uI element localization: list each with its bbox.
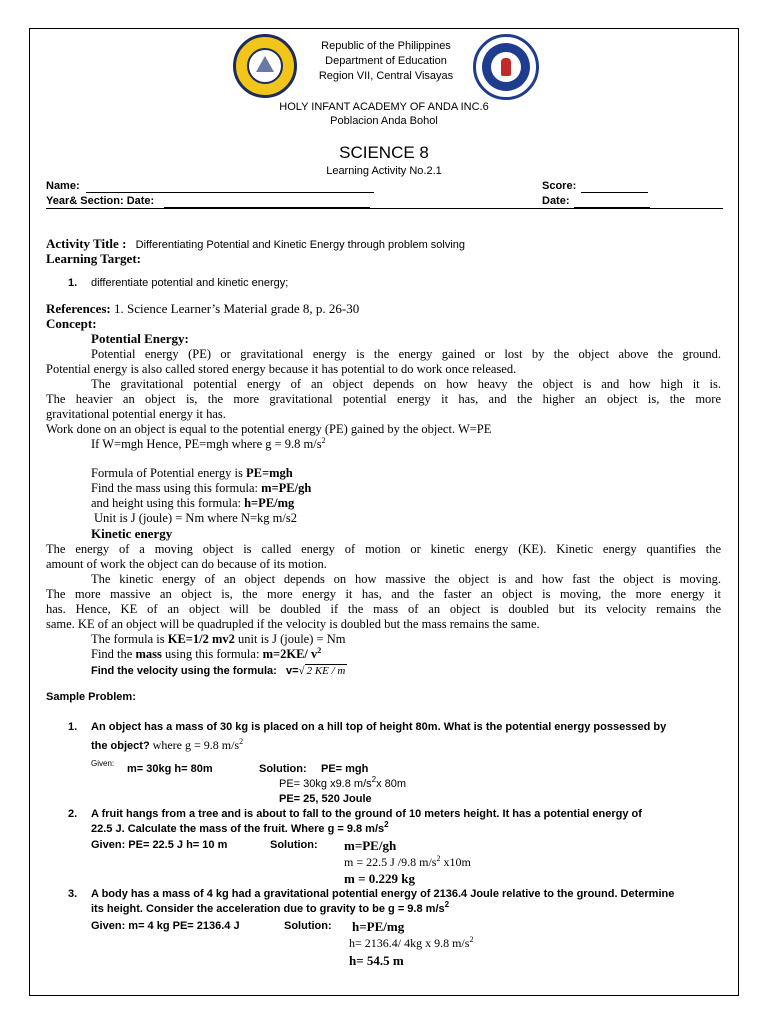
ke-mass-word: mass bbox=[135, 647, 162, 661]
school-address: Poblacion Anda Bohol bbox=[330, 115, 438, 127]
header-divider bbox=[46, 208, 723, 209]
ke-p2-line3: has. Hence, KE of an object will be doubled if the mass of an object is doubled but its velocity remains the bbox=[46, 602, 721, 616]
pe-mass-formula: m=PE/gh bbox=[261, 481, 312, 495]
deped-seal-logo bbox=[473, 34, 539, 100]
p3-step2-sup: 2 bbox=[469, 935, 474, 944]
pe-height-line bbox=[91, 496, 294, 511]
pe-formula-pre: Formula of Potential energy is bbox=[91, 466, 246, 480]
pe-height-formula: h=PE/mg bbox=[244, 496, 295, 510]
p2-question-line2 bbox=[91, 820, 389, 835]
pe-work-formula: If W=mgh Hence, PE=mgh where g = 9.8 m/s bbox=[91, 437, 322, 451]
pe-p2-line1: The gravitational potential energy of an object depends on how heavy the object is and how high it is. bbox=[91, 377, 721, 391]
pe-formula: PE=mgh bbox=[245, 466, 293, 480]
p1-given-values: m= 30kg h= 80m bbox=[127, 763, 213, 775]
subject-title: SCIENCE 8 bbox=[339, 143, 429, 162]
p2-step2-post: x10m bbox=[440, 855, 471, 869]
school-name: HOLY INFANT ACADEMY OF ANDA INC.6 bbox=[279, 101, 489, 113]
learning-target-label: Learning Target: bbox=[46, 251, 141, 266]
references-label: References: bbox=[46, 301, 111, 316]
concept-label: Concept: bbox=[46, 316, 97, 331]
ke-formula-unit: unit is J (joule) = Nm bbox=[234, 632, 346, 646]
p1-step2-post: x 80m bbox=[376, 778, 407, 790]
date-label: Date: bbox=[542, 195, 570, 207]
pe-p2-line2: The heavier an object is, the more gravitational potential energy it has, and the higher an object is, the more bbox=[46, 392, 721, 406]
p1-question-sup: 2 bbox=[239, 737, 244, 746]
p2-given: Given: PE= 22.5 J h= 10 m bbox=[91, 839, 228, 851]
ke-p2-line2: The more massive an object is, the more energy it has, and the faster an object is moving, the more energy it bbox=[46, 587, 721, 601]
name-label: Name: bbox=[46, 180, 80, 192]
p2-question-sup: 2 bbox=[384, 820, 389, 829]
p3-solution-step2 bbox=[349, 936, 473, 951]
score-field[interactable] bbox=[581, 192, 648, 193]
p3-question-line2 bbox=[91, 900, 450, 915]
section-date-label: Year& Section: Date: bbox=[46, 195, 155, 207]
pe-unit-line: Unit is J (joule) = Nm where N=kg m/s2 bbox=[94, 511, 297, 525]
p2-question-line1: A fruit hangs from a tree and is about to fall to the ground of 10 meters height. It has a potential energy of bbox=[91, 808, 642, 820]
ke-mass-line bbox=[91, 647, 321, 662]
header-region: Region VII, Central Visayas bbox=[318, 70, 454, 82]
p2-step2-text: m = 22.5 J /9.8 m/s bbox=[344, 855, 437, 869]
activity-number: Learning Activity No.2.1 bbox=[326, 165, 442, 177]
ke-mass-mid: using this formula: bbox=[161, 647, 263, 661]
p1-question-line1: An object has a mass of 30 kg is placed on a hill top of height 80m. What is the potential energy possessed by bbox=[91, 721, 667, 733]
p1-step2-sup: 2 bbox=[371, 775, 377, 784]
learning-target-item: differentiate potential and kinetic energy; bbox=[91, 277, 289, 289]
ke-mass-pre: Find the bbox=[91, 647, 136, 661]
p2-step2-sup: 2 bbox=[436, 854, 441, 863]
p3-given: Given: m= 4 kg PE= 2136.4 J bbox=[91, 920, 240, 932]
kinetic-heading: Kinetic energy bbox=[91, 526, 173, 541]
p3-question-text: its height. Consider the acceleration due to gravity to be g = 9.8 m/s bbox=[91, 903, 445, 915]
header-republic: Republic of the Philippines bbox=[321, 40, 451, 52]
ke-velocity-label: Find the velocity using the formula: bbox=[91, 665, 277, 677]
p1-solution-step3: PE= 25, 520 Joule bbox=[279, 793, 372, 805]
p2-solution-step3: m = 0.229 kg bbox=[344, 871, 415, 886]
ke-p1-line2: amount of work the object can do because of its motion. bbox=[46, 557, 327, 571]
p2-number: 2. bbox=[68, 808, 78, 820]
p3-question-line1: A body has a mass of 4 kg had a gravitational potential energy of 2136.4 Joule relative to the ground. Determine bbox=[91, 888, 675, 900]
ke-mass-sup: 2 bbox=[317, 646, 322, 655]
pe-p2-line3: gravitational potential energy it has. bbox=[46, 407, 226, 421]
sample-heading: Sample Problem: bbox=[46, 691, 136, 703]
p1-question-bold: the object? bbox=[91, 740, 150, 752]
activity-title-row bbox=[46, 236, 465, 252]
p1-solution-step1: PE= mgh bbox=[321, 763, 369, 775]
score-label: Score: bbox=[542, 180, 577, 192]
p2-solution-label: Solution: bbox=[270, 839, 318, 851]
p1-solution-label: Solution: bbox=[259, 763, 307, 775]
pe-p1-line2: Potential energy is also called stored energy because it has potential to do work once released. bbox=[46, 362, 517, 376]
squared-sup: 2 bbox=[321, 436, 326, 445]
school-seal-logo bbox=[233, 34, 297, 98]
p3-number: 3. bbox=[68, 888, 78, 900]
p2-solution-step1: m=PE/gh bbox=[344, 838, 397, 853]
p3-solution-label: Solution: bbox=[284, 920, 332, 932]
header-department: Department of Education bbox=[325, 55, 447, 67]
p3-solution-step1: h=PE/mg bbox=[352, 919, 405, 934]
p1-number: 1. bbox=[68, 721, 78, 733]
p1-given-label: Given: bbox=[91, 759, 115, 768]
target-number: 1. bbox=[68, 277, 78, 289]
pe-formula-line bbox=[91, 466, 293, 481]
ke-formula-pre: The formula is bbox=[91, 632, 168, 646]
ke-formula-line bbox=[91, 632, 345, 647]
ke-p1-line1: The energy of a moving object is called energy of motion or kinetic energy (KE). Kinetic energy quantifies the bbox=[46, 542, 721, 556]
ke-velocity-pre: v= bbox=[285, 665, 299, 677]
pe-p1-line1: Potential energy (PE) or gravitational energy is the energy gained or lost by the object above the ground. bbox=[91, 347, 721, 361]
p2-question-text: 22.5 J. Calculate the mass of the fruit. Where g = 9.8 m/s bbox=[91, 823, 385, 835]
pe-p3-line2 bbox=[91, 437, 326, 452]
pe-mass-pre: Find the mass using this formula: bbox=[91, 481, 262, 495]
ke-velocity-sqrt: 2 KE / m bbox=[306, 665, 346, 677]
potential-heading: Potential Energy: bbox=[91, 331, 189, 346]
p1-step2-text: PE= 30kg x9.8 m/s bbox=[279, 778, 372, 790]
name-field[interactable] bbox=[86, 192, 374, 193]
references-row bbox=[46, 301, 359, 317]
references-text: 1. Science Learner’s Material grade 8, p. 26-30 bbox=[113, 301, 360, 316]
p3-question-sup: 2 bbox=[444, 900, 450, 909]
p3-step2-text: h= 2136.4/ 4kg x 9.8 m/s bbox=[349, 936, 470, 950]
ke-formula: KE=1/2 mv2 bbox=[167, 632, 235, 646]
ke-velocity-line: Find the velocity using the formula: v=√ 2 KE / m bbox=[91, 665, 346, 677]
p2-solution-step2 bbox=[344, 855, 471, 870]
ke-p2-line4: same. KE of an object will be quadrupled if the velocity is doubled but the mass remains the same. bbox=[46, 617, 540, 631]
ke-mass-formula: m=2KE/ v bbox=[262, 647, 318, 661]
pe-mass-line bbox=[91, 481, 311, 496]
ke-p2-line1: The kinetic energy of an object depends on how massive the object is and how fast the object is moving. bbox=[91, 572, 721, 586]
p3-solution-step3: h= 54.5 m bbox=[349, 953, 404, 968]
p1-question-line2 bbox=[91, 736, 243, 754]
activity-title-label: Activity Title : bbox=[46, 236, 127, 251]
p1-solution-step2 bbox=[279, 775, 407, 790]
p1-question-rest: where g = 9.8 m/s bbox=[149, 738, 240, 752]
activity-title-text: Differentiating Potential and Kinetic Energy through problem solving bbox=[135, 239, 466, 251]
pe-height-pre: and height using this formula: bbox=[91, 496, 245, 510]
pe-p3-line1: Work done on an object is equal to the potential energy (PE) gained by the object. W=PE bbox=[46, 422, 492, 436]
